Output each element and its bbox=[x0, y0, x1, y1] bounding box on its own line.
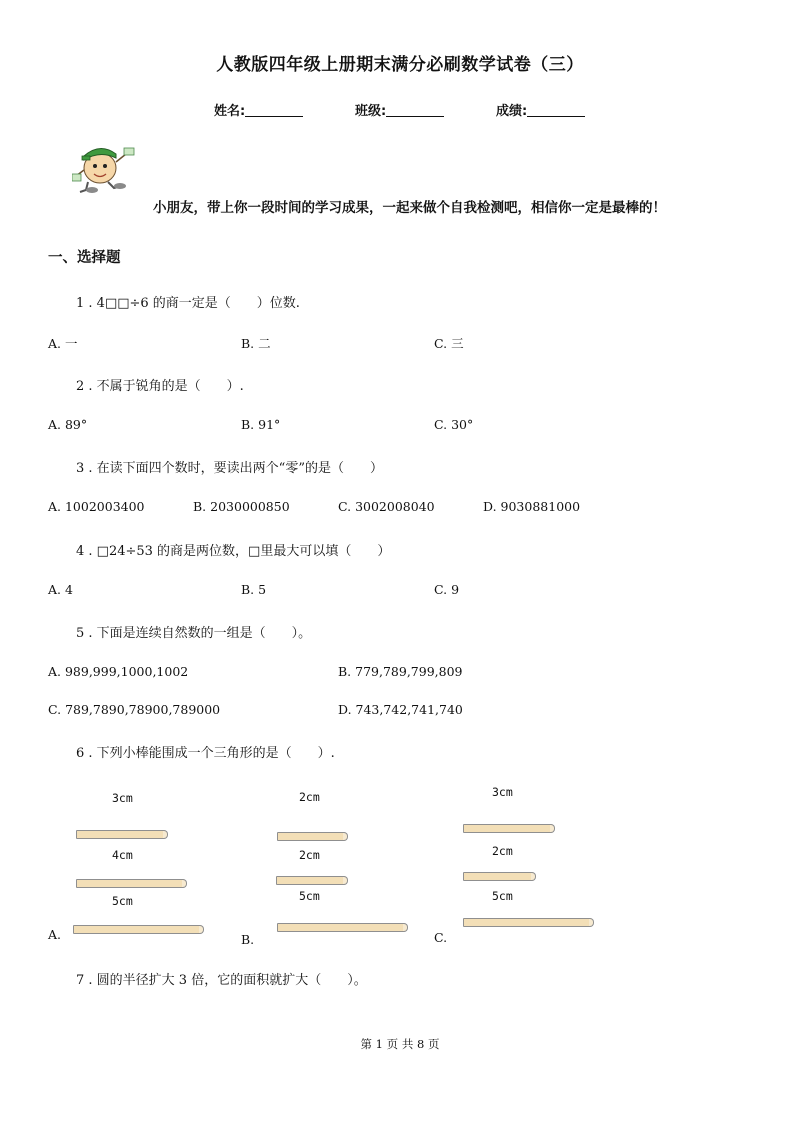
score-label: 成绩: bbox=[496, 104, 528, 119]
q1-option-b[interactable]: B. 二 bbox=[241, 336, 271, 351]
q2-option-b[interactable]: B. 91° bbox=[241, 417, 281, 432]
question-2: 2 . 不属于锐角的是（ ）. bbox=[76, 379, 244, 394]
q6-c-stick-2 bbox=[463, 872, 533, 881]
q6-option-c[interactable]: C. bbox=[434, 930, 448, 945]
q4-option-c[interactable]: C. 9 bbox=[434, 582, 460, 597]
mascot-illustration bbox=[72, 140, 140, 198]
name-field[interactable] bbox=[214, 100, 303, 119]
q1-option-a[interactable]: A. 一 bbox=[48, 336, 78, 351]
q3-option-b[interactable]: B. 2030000850 bbox=[193, 499, 290, 514]
question-6: 6 . 下列小棒能围成一个三角形的是（ ）. bbox=[76, 746, 335, 761]
question-3: 3 . 在读下面四个数时，要读出两个“零”的是（ ） bbox=[76, 461, 383, 476]
question-4: 4 . □24÷53 的商是两位数，□里最大可以填（ ） bbox=[76, 544, 391, 559]
q6-b-stick-1 bbox=[277, 832, 345, 841]
q6-c-stick-3 bbox=[463, 918, 591, 927]
page-footer: 第 1 页 共 8 页 bbox=[360, 1037, 440, 1051]
class-blank bbox=[386, 104, 444, 117]
q4-option-b[interactable]: B. 5 bbox=[241, 582, 267, 597]
q5-option-d[interactable]: D. 743,742,741,740 bbox=[338, 702, 463, 717]
class-label: 班级: bbox=[355, 104, 387, 119]
q5-option-a[interactable]: A. 989,999,1000,1002 bbox=[48, 664, 189, 679]
q6-a-stick-3-label: 5cm bbox=[112, 894, 133, 908]
q6-a-stick-1 bbox=[76, 830, 165, 839]
q6-option-a[interactable]: A. bbox=[48, 927, 62, 942]
q3-option-d[interactable]: D. 9030881000 bbox=[483, 499, 581, 514]
intro-text: 小朋友，带上你一段时间的学习成果，一起来做个自我检测吧，相信你一定是最棒的！ bbox=[153, 200, 666, 216]
score-field[interactable] bbox=[496, 100, 585, 119]
q6-c-stick-1 bbox=[463, 824, 552, 833]
q5-option-b[interactable]: B. 779,789,799,809 bbox=[338, 664, 463, 679]
q6-b-stick-3-label: 5cm bbox=[299, 889, 320, 903]
q6-a-stick-2-label: 4cm bbox=[112, 848, 133, 862]
q6-c-stick-3-label: 5cm bbox=[492, 889, 513, 903]
page-title: 人教版四年级上册期末满分必刷数学试卷（三） bbox=[216, 55, 584, 75]
q6-b-stick-2-label: 2cm bbox=[299, 848, 320, 862]
q2-option-a[interactable]: A. 89° bbox=[48, 417, 88, 432]
score-blank bbox=[527, 104, 585, 117]
q6-a-stick-3 bbox=[73, 925, 201, 934]
q2-option-c[interactable]: C. 30° bbox=[434, 417, 474, 432]
q5-option-c[interactable]: C. 789,7890,78900,789000 bbox=[48, 702, 221, 717]
class-field[interactable] bbox=[355, 100, 444, 119]
q6-c-stick-1-label: 3cm bbox=[492, 785, 513, 799]
q4-option-a[interactable]: A. 4 bbox=[48, 582, 73, 597]
q3-option-a[interactable]: A. 1002003400 bbox=[48, 499, 145, 514]
question-7: 7 . 圆的半径扩大 3 倍，它的面积就扩大（ ）。 bbox=[76, 973, 367, 988]
q6-a-stick-1-label: 3cm bbox=[112, 791, 133, 805]
section-heading: 一、选择题 bbox=[48, 250, 121, 266]
q6-option-b[interactable]: B. bbox=[241, 932, 255, 947]
q6-b-stick-3 bbox=[277, 923, 405, 932]
question-1: 1 . 4□□÷6 的商一定是（ ）位数. bbox=[76, 296, 300, 311]
mascot-body-icon bbox=[72, 148, 134, 193]
q6-c-stick-2-label: 2cm bbox=[492, 844, 513, 858]
name-label: 姓名: bbox=[214, 104, 246, 119]
q6-b-stick-1-label: 2cm bbox=[299, 790, 320, 804]
q6-a-stick-2 bbox=[76, 879, 184, 888]
q1-option-c[interactable]: C. 三 bbox=[434, 336, 464, 351]
name-blank bbox=[245, 104, 303, 117]
question-5: 5 . 下面是连续自然数的一组是（ ）。 bbox=[76, 626, 312, 641]
q6-b-stick-2 bbox=[276, 876, 345, 885]
q3-option-c[interactable]: C. 3002008040 bbox=[338, 499, 435, 514]
